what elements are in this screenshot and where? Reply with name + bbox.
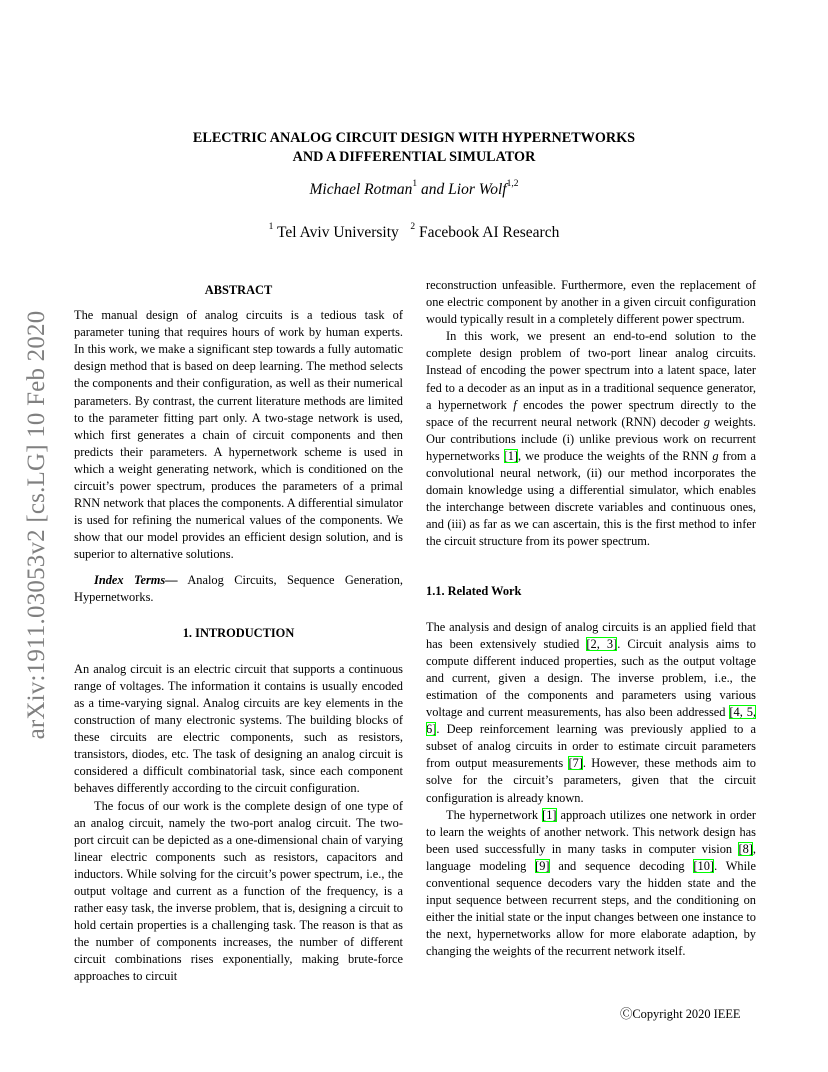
- affil-2: Facebook AI Research: [415, 224, 560, 241]
- left-column: [74, 282, 403, 986]
- citation-link[interactable]: [7]: [568, 756, 583, 771]
- intro-paragraph-3: In this work, we present an end-to-end solution to the complete design problem of two-port linear analog circuits. Instead of encoding the power spectrum into a latent space, later fed to a decoder as an input as in a traditional sequence generator, a hypernetwork f encodes the power spectrum directly to the space of the recurrent neural network (RNN) decoder g weights. Our contributions include (i) unlike previous work on recurrent hypernetworks [1], we produce the weights of the RNN g from a convolutional neural network, (ii) our method incorporates the domain knowledge using a differential simulator, which enables the interchange between discrete variables and continuous ones, and (iii) as far as we can ascertain, this is the first method to infer the circuit structure from its power spectrum.: [426, 329, 756, 549]
- affiliations: [74, 224, 754, 242]
- citation-link[interactable]: [1]: [503, 448, 519, 463]
- abstract-text: The manual design of analog circuits is a tedious task of parameter tuning that requires hours of work by human experts. In this work, we make a significant step towards a fully automatic design method that is based on deep learning. The method selects the components and their configuration, as well as their numerical parameters. By contrast, the current literature methods are limited to the parameter fitting part only. A two-stage network is used, which first generates a chain of circuit components and then predicts their parameters. A hypernetwork scheme is used in which a weight generating network, which is conditioned on the circuit’s power spectrum, produces the parameters of a primal RNN network that places the components. A differential simulator is used for refining the numerical values of the components. We show that our model provides an efficient design solution, and is superior to alternative solutions.: [74, 308, 403, 562]
- abstract-heading: ABSTRACT: [204, 283, 273, 297]
- citation-link[interactable]: [2, 3]: [586, 636, 618, 651]
- paper-title: [74, 129, 754, 167]
- copyright-notice: ⒸCopyright 2020 IEEE: [620, 1007, 741, 1021]
- affil-1-marker: 1: [268, 222, 274, 232]
- affil-1: Tel Aviv University: [273, 224, 399, 241]
- author-2: Lior Wolf: [448, 181, 507, 198]
- arxiv-identifier: arXiv:1911.03053v2 [cs.LG] 10 Feb 2020: [23, 310, 50, 740]
- citation-link[interactable]: [10]: [693, 858, 715, 873]
- index-terms-text: Analog Circuits, Sequence Generation, Hypernetworks.: [74, 572, 403, 604]
- author-1: Michael Rotman: [309, 181, 413, 198]
- hypernetwork-symbol: f: [513, 397, 517, 412]
- right-column: [426, 277, 756, 960]
- index-terms: [74, 572, 403, 606]
- title-line-1: ELECTRIC ANALOG CIRCUIT DESIGN WITH HYPERNETWORKS: [192, 130, 636, 146]
- arxiv-sidebar: [20, 290, 54, 760]
- citation-link[interactable]: [8]: [738, 841, 753, 856]
- citation-link[interactable]: [9]: [535, 858, 550, 873]
- index-terms-label: Index Terms—: [94, 572, 178, 587]
- related-paragraph-1: The analysis and design of analog circuits is an applied field that has been extensively studied [2, 3]. Circuit analysis aims to compute different induced properties, such as the output voltage and current, given a design. The inverse problem, i.e., the estimation of the components and parameters using various voltage and current measurements, has also been addressed [4, 5, 6]. Deep reinforcement learning was previously applied to a subset of analog circuits in order to estimate circuit parameters from output measurements [7]. However, these methods aim to solve for the circuit’s parameters, given that the circuit configuration is already known.: [426, 619, 757, 805]
- intro-paragraph-2-continued: reconstruction unfeasible. Furthermore, even the replacement of one electric component by another in a given circuit configuration would typically result in a completely different power spectrum.: [426, 278, 756, 327]
- intro-paragraph-2: The focus of our work is the complete design of one type of an analog circuit, namely the two-port analog circuit. The two-port circuit can be depicted as a one-dimensional chain of varying linear electric components such as resistors, capacitors and inductors. While solving for the circuit’s power spectrum, i.e., the output voltage and current as a function of the frequency, is a rather easy task, the inverse problem, that is, designing a circuit to hold certain properties is a challenging task. The reason is that as the number of components increases, the number of different circuit combinations rises exponentially, making brute-force approaches to circuit: [74, 798, 403, 984]
- intro-paragraph-1: An analog circuit is an electric circuit that supports a continuous range of voltages. The information it contains is usually encoded as a time-varying signal. Analog circuits are key elements in the construction of many electronic systems. The building blocks of these circuits are electric components, such as resistors, transistors, diodes, etc. The task of designing an analog circuit is considered a difficult combinatorial task, since each component behaves differently according to the circuit configuration.: [74, 661, 403, 796]
- author-2-affil: 1,2: [506, 179, 519, 189]
- title-line-2: AND A DIFFERENTIAL SIMULATOR: [292, 149, 536, 165]
- intro-heading: 1. INTRODUCTION: [182, 625, 295, 640]
- author-conjunction: and: [417, 181, 449, 198]
- related-work-heading: 1.1. Related Work: [426, 583, 522, 598]
- citation-link[interactable]: [4, 5, 6]: [426, 705, 757, 737]
- decoder-symbol: g: [712, 448, 719, 463]
- affil-2-marker: 2: [410, 222, 416, 232]
- related-paragraph-2: The hypernetwork [1] approach utilizes one network in order to learn the weights of another network. This network design has been used successfully in many tasks in computer vision [8], language modeling [9] and sequence decoding [10]. While conventional sequence decoders vary the hidden state and the input sequence between recurrent steps, and the conditioning on either the initial state or the input changes between one instance to the next, hypernetworks allow for more elaborate adaption, by changing the weights of the recurrent network itself.: [426, 807, 756, 959]
- citation-link[interactable]: [1]: [542, 807, 557, 822]
- author-list: [74, 181, 754, 199]
- decoder-symbol: g: [703, 414, 710, 429]
- author-1-affil: 1: [412, 179, 418, 189]
